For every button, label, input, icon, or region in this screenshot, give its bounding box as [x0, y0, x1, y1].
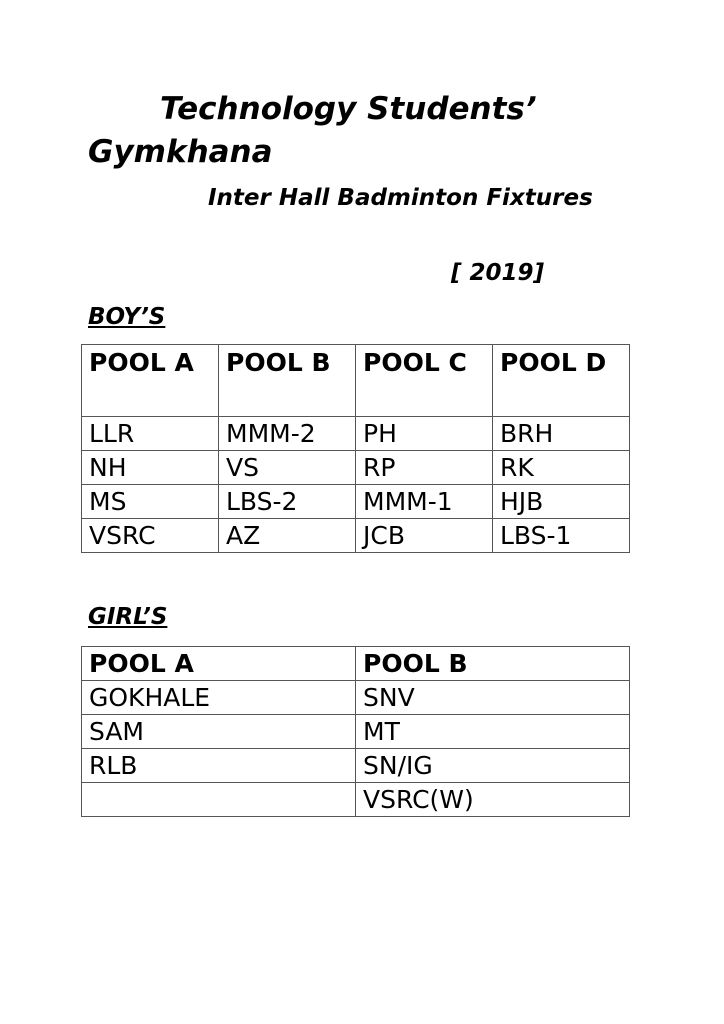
table-cell: GOKHALE [82, 681, 356, 715]
column-header: POOL C [356, 345, 493, 417]
table-cell: RP [356, 451, 493, 485]
table-cell: LBS-1 [493, 519, 630, 553]
table-row [82, 783, 630, 817]
table-cell: SNV [356, 681, 630, 715]
table-cell: MT [356, 715, 630, 749]
table-header-row [82, 345, 630, 417]
table-cell [82, 783, 356, 817]
table-row [82, 681, 630, 715]
boys-fixtures-table [81, 344, 630, 553]
table-cell: SAM [82, 715, 356, 749]
table-cell: MS [82, 485, 219, 519]
table-row [82, 519, 630, 553]
column-header: POOL B [356, 647, 630, 681]
document-subtitle: Inter Hall Badminton Fixtures [208, 185, 593, 211]
column-header: POOL A [82, 345, 219, 417]
table-cell: AZ [219, 519, 356, 553]
table-row [82, 749, 630, 783]
table-cell: HJB [493, 485, 630, 519]
table-row [82, 451, 630, 485]
table-cell: LLR [82, 417, 219, 451]
table-cell: VSRC(W) [356, 783, 630, 817]
table-cell: JCB [356, 519, 493, 553]
table-cell: MMM-2 [219, 417, 356, 451]
column-header: POOL A [82, 647, 356, 681]
column-header: POOL B [219, 345, 356, 417]
fixture-year: [ 2019] [451, 260, 545, 286]
table-cell: MMM-1 [356, 485, 493, 519]
table-cell: SN/IG [356, 749, 630, 783]
table-cell: VS [219, 451, 356, 485]
table-row [82, 417, 630, 451]
table-cell: VSRC [82, 519, 219, 553]
table-cell: PH [356, 417, 493, 451]
table-cell: RK [493, 451, 630, 485]
table-row [82, 715, 630, 749]
table-cell: LBS-2 [219, 485, 356, 519]
column-header: POOL D [493, 345, 630, 417]
table-header-row [82, 647, 630, 681]
table-cell: NH [82, 451, 219, 485]
girls-section-heading: GIRL’S [88, 604, 168, 630]
table-cell: RLB [82, 749, 356, 783]
table-cell: BRH [493, 417, 630, 451]
boys-section-heading: BOY’S [88, 304, 166, 330]
table-row [82, 485, 630, 519]
document-title: Technology Students’ Gymkhana [88, 91, 537, 170]
girls-fixtures-table [81, 646, 630, 817]
